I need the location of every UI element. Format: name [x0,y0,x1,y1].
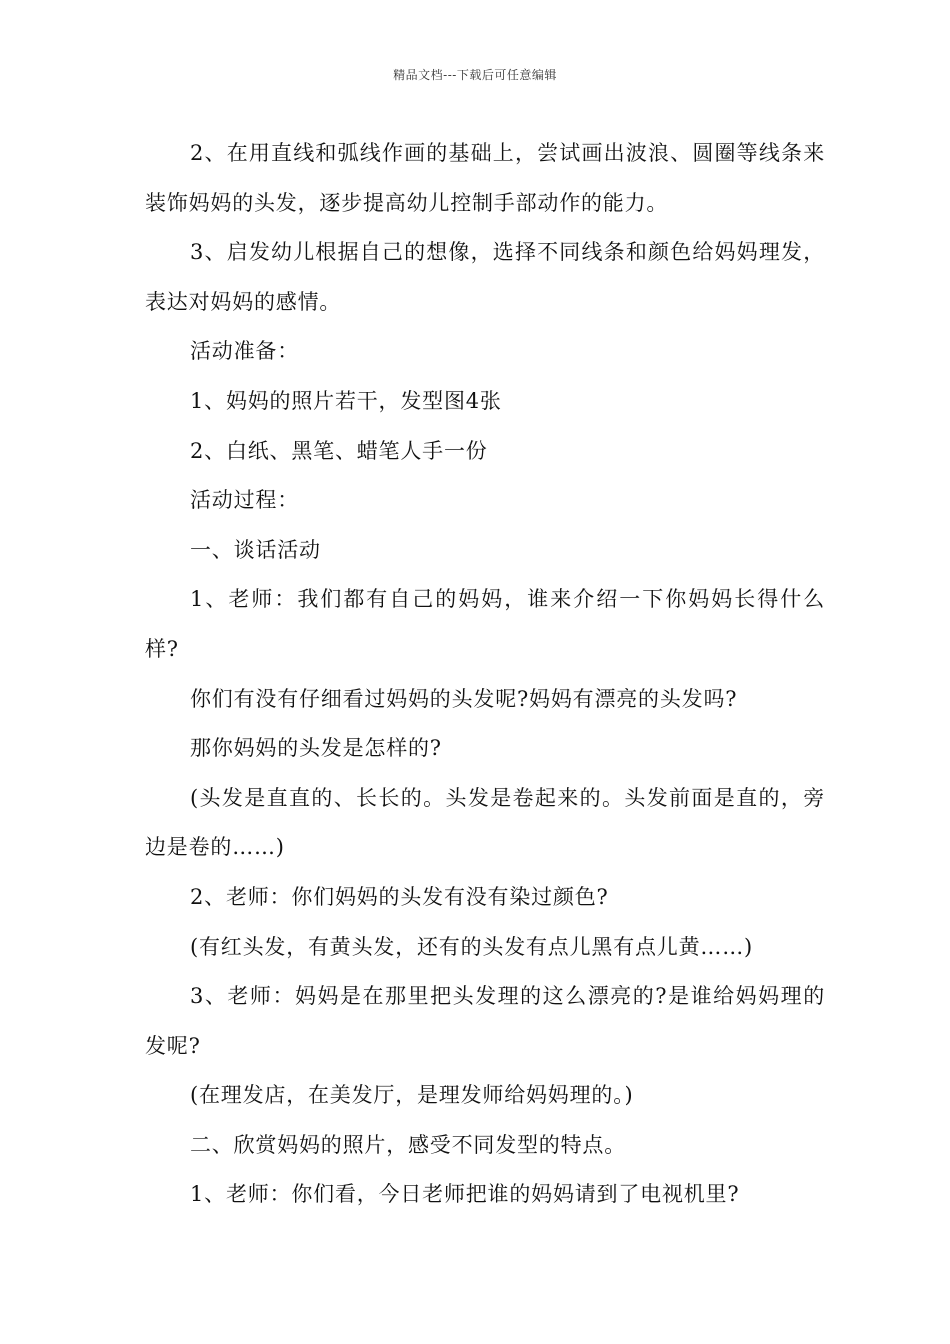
paragraph: 2、在用直线和弧线作画的基础上，尝试画出波浪、圆圈等线条来装饰妈妈的头发，逐步提高幼儿控制手部动作的能力。 [145,141,825,215]
page-header: 精品文档---下载后可任意编辑 [393,68,557,82]
paragraph: 你们有没有仔细看过妈妈的头发呢?妈妈有漂亮的头发吗? [190,686,738,711]
document-body [145,129,825,1220]
paragraph: (在理发店，在美发厅，是理发师给妈妈理的。) [190,1083,634,1108]
list-item: 2、白纸、黑笔、蜡笔人手一份 [190,438,488,463]
section-heading: 活动过程： [190,488,299,513]
paragraph: 1、老师：我们都有自己的妈妈，谁来介绍一下你妈妈长得什么样? [145,587,825,661]
paragraph: (有红头发，有黄头发，还有的头发有点儿黑有点儿黄……) [190,934,753,959]
list-item: 1、妈妈的照片若干，发型图4张 [190,388,502,413]
paragraph: 3、老师：妈妈是在那里把头发理的这么漂亮的?是谁给妈妈理的发呢? [145,984,825,1058]
paragraph: (头发是直直的、长长的。头发是卷起来的。头发前面是直的，旁边是卷的……) [145,785,825,860]
subsection-heading: 一、谈话活动 [190,537,321,562]
section-heading: 活动准备： [190,339,299,364]
paragraph: 2、老师：你们妈妈的头发有没有染过颜色? [190,884,609,909]
paragraph: 3、启发幼儿根据自己的想像，选择不同线条和颜色给妈妈理发，表达对妈妈的感情。 [145,240,825,314]
paragraph: 那你妈妈的头发是怎样的? [190,736,442,761]
paragraph: 1、老师：你们看，今日老师把谁的妈妈请到了电视机里? [190,1182,740,1207]
subsection-heading: 二、欣赏妈妈的照片，感受不同发型的特点。 [190,1132,626,1157]
